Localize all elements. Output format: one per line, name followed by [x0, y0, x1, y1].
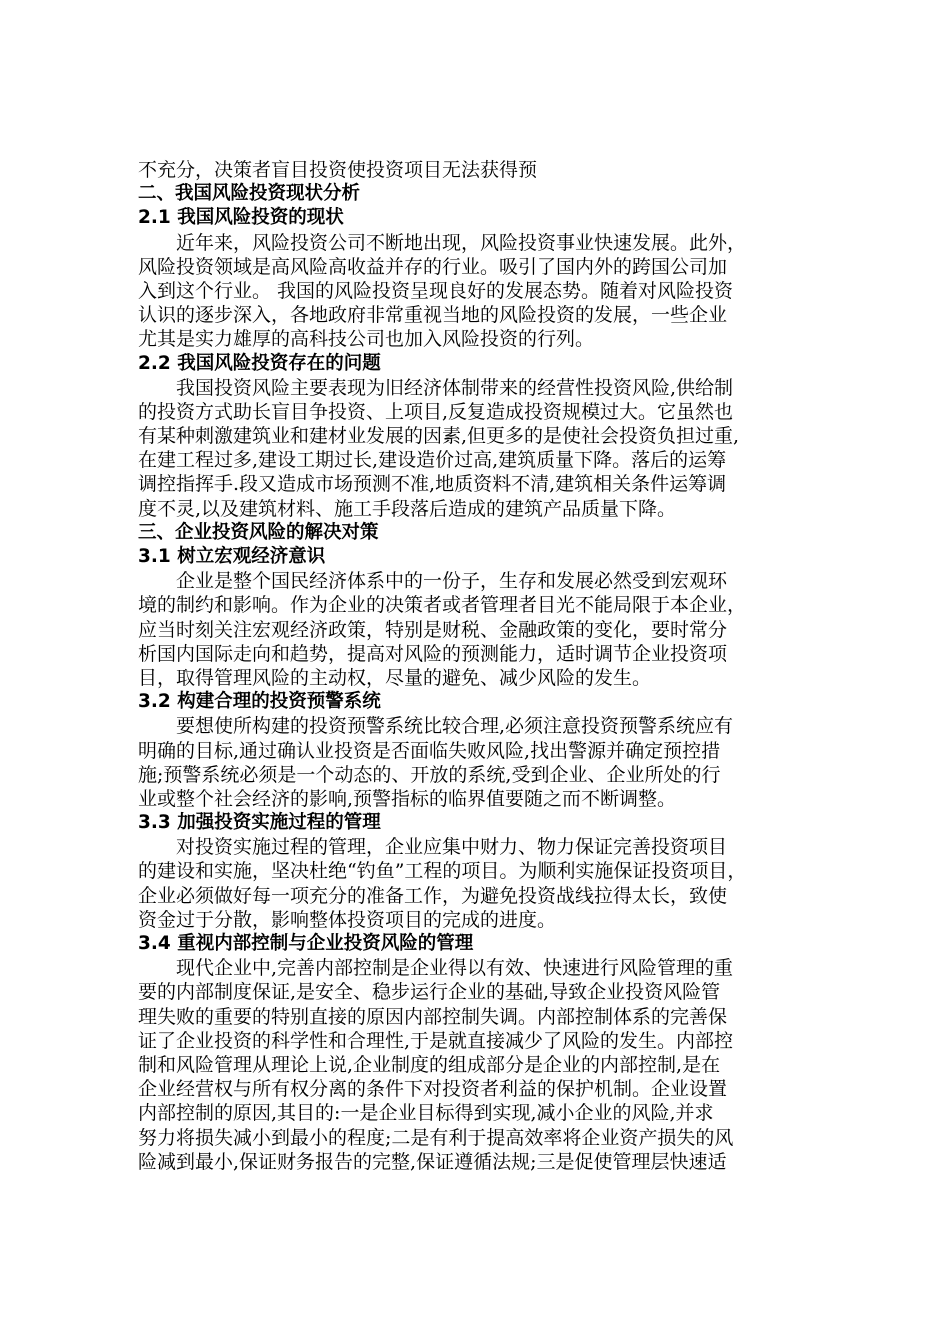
paragraph-line: 调控指挥手.段又造成市场预测不准,地质资料不清,建筑相关条件运筹调	[138, 473, 727, 496]
section-heading-3: 三、企业投资风险的解决对策	[138, 521, 379, 543]
paragraph-line: 的投资方式助长盲目争投资、上项目,反复造成投资规模过大。它虽然也	[138, 400, 734, 423]
paragraph-line: 认识的逐步深入，各地政府非常重视当地的风险投资的发展，一些企业	[138, 304, 728, 327]
subsection-heading-3-4: 3.4 重视内部控制与企业投资风险的管理	[138, 933, 474, 954]
subsection-heading-2-1: 2.1 我国风险投资的现状	[138, 207, 344, 229]
paragraph-3-4	[138, 956, 858, 1174]
paragraph-line: 境的制约和影响。作为企业的决策者或者管理者目光不能局限于本企业，	[138, 594, 747, 617]
paragraph-line: 险减到最小,保证财务报告的完整,保证遵循法规;三是促使管理层快速适	[138, 1150, 727, 1173]
paragraph-3-2	[138, 714, 858, 811]
paragraph-line: 证了企业投资的科学性和合理性,于是就直接减少了风险的发生。内部控	[138, 1029, 734, 1052]
paragraph-line: 企业必须做好每一项充分的准备工作，为避免投资战线拉得太长，致使	[138, 884, 728, 907]
paragraph-line: 现代企业中,完善内部控制是企业得以有效、快速进行风险管理的重	[176, 957, 734, 980]
continuation-line: 不充分，决策者盲目投资使投资项目无法获得预	[138, 159, 538, 181]
paragraph-line: 入到这个行业。 我国的风险投资呈现良好的发展态势。随着对风险投资	[138, 279, 734, 302]
paragraph-line: 明确的目标,通过确认业投资是否面临失败风险,找出警源并确定预控措	[138, 739, 721, 762]
paragraph-line: 的建设和实施，坚决杜绝“钓鱼”工程的项目。为顺利实施保证投资项目，	[138, 860, 747, 883]
paragraph-3-3	[138, 835, 858, 932]
paragraph-line: 析国内国际走向和趋势，提高对风险的预测能力，适时调节企业投资项	[138, 642, 728, 665]
paragraph-line: 资金过于分散，影响整体投资项目的完成的进度。	[138, 908, 557, 931]
paragraph-line: 制和风险管理从理论上说,企业制度的组成部分是企业的内部控制,是在	[138, 1053, 721, 1076]
paragraph-line: 近年来，风险投资公司不断地出现，风险投资事业快速发展。此外，	[176, 231, 747, 254]
paragraph-line: 应当时刻关注宏观经济政策，特别是财税、金融政策的变化，要时常分	[138, 618, 728, 641]
paragraph-2-2	[138, 376, 858, 521]
paragraph-3-1	[138, 569, 858, 690]
subsection-heading-3-2: 3.2 构建合理的投资预警系统	[138, 691, 381, 713]
paragraph-line: 企业是整个国民经济体系中的一份子，生存和发展必然受到宏观环	[176, 570, 728, 593]
paragraph-line: 目，取得管理风险的主动权，尽量的避免、减少风险的发生。	[138, 666, 652, 689]
paragraph-line: 施;预警系统必须是一个动态的、开放的系统,受到企业、企业所处的行	[138, 763, 721, 786]
paragraph-line: 在建工程过多,建设工期过长,建设造价过高,建筑质量下降。落后的运筹	[138, 449, 727, 472]
paragraph-line: 内部控制的原因,其目的:一是企业目标得到实现,减小企业的风险,并求	[138, 1102, 714, 1125]
paragraph-line: 努力将损失减小到最小的程度;二是有利于提高效率将企业资产损失的风	[138, 1126, 734, 1149]
paragraph-line: 尤其是实力雄厚的高科技公司也加入风险投资的行列。	[138, 328, 595, 351]
paragraph-2-1	[138, 231, 858, 352]
paragraph-line: 对投资实施过程的管理，企业应集中财力、物力保证完善投资项目	[176, 836, 728, 859]
subsection-heading-2-2: 2.2 我国风险投资存在的问题	[138, 352, 381, 374]
paragraph-line: 度不灵,以及建筑材料、施工手段落后造成的建筑产品质量下降。	[138, 497, 677, 520]
paragraph-line: 业或整个社会经济的影响,预警指标的临界值要随之而不断调整。	[138, 787, 677, 810]
subsection-heading-3-1: 3.1 树立宏观经济意识	[138, 546, 326, 567]
subsection-heading-3-3: 3.3 加强投资实施过程的管理	[138, 812, 381, 834]
paragraph-line: 理失败的重要的特别直接的原因内部控制失调。内部控制体系的完善保	[138, 1005, 728, 1028]
paragraph-line: 要想使所构建的投资预警系统比较合理,必须注意投资预警系统应有	[176, 715, 734, 738]
paragraph-line: 有某种刺激建筑业和建材业发展的因素,但更多的是使社会投资负担过重,	[138, 425, 740, 448]
paragraph-line: 风险投资领域是高风险高收益并存的行业。吸引了国内外的跨国公司加	[138, 255, 728, 278]
paragraph-line: 企业经营权与所有权分离的条件下对投资者利益的保护机制。企业设置	[138, 1078, 728, 1101]
section-heading-2: 二、我国风险投资现状分析	[138, 183, 361, 205]
paragraph-line: 要的内部制度保证,是安全、稳步运行企业的基础,导致企业投资风险管	[138, 981, 721, 1004]
paragraph-line: 我国投资风险主要表现为旧经济体制带来的经营性投资风险,供给制	[176, 376, 734, 399]
document-page	[138, 158, 858, 1174]
